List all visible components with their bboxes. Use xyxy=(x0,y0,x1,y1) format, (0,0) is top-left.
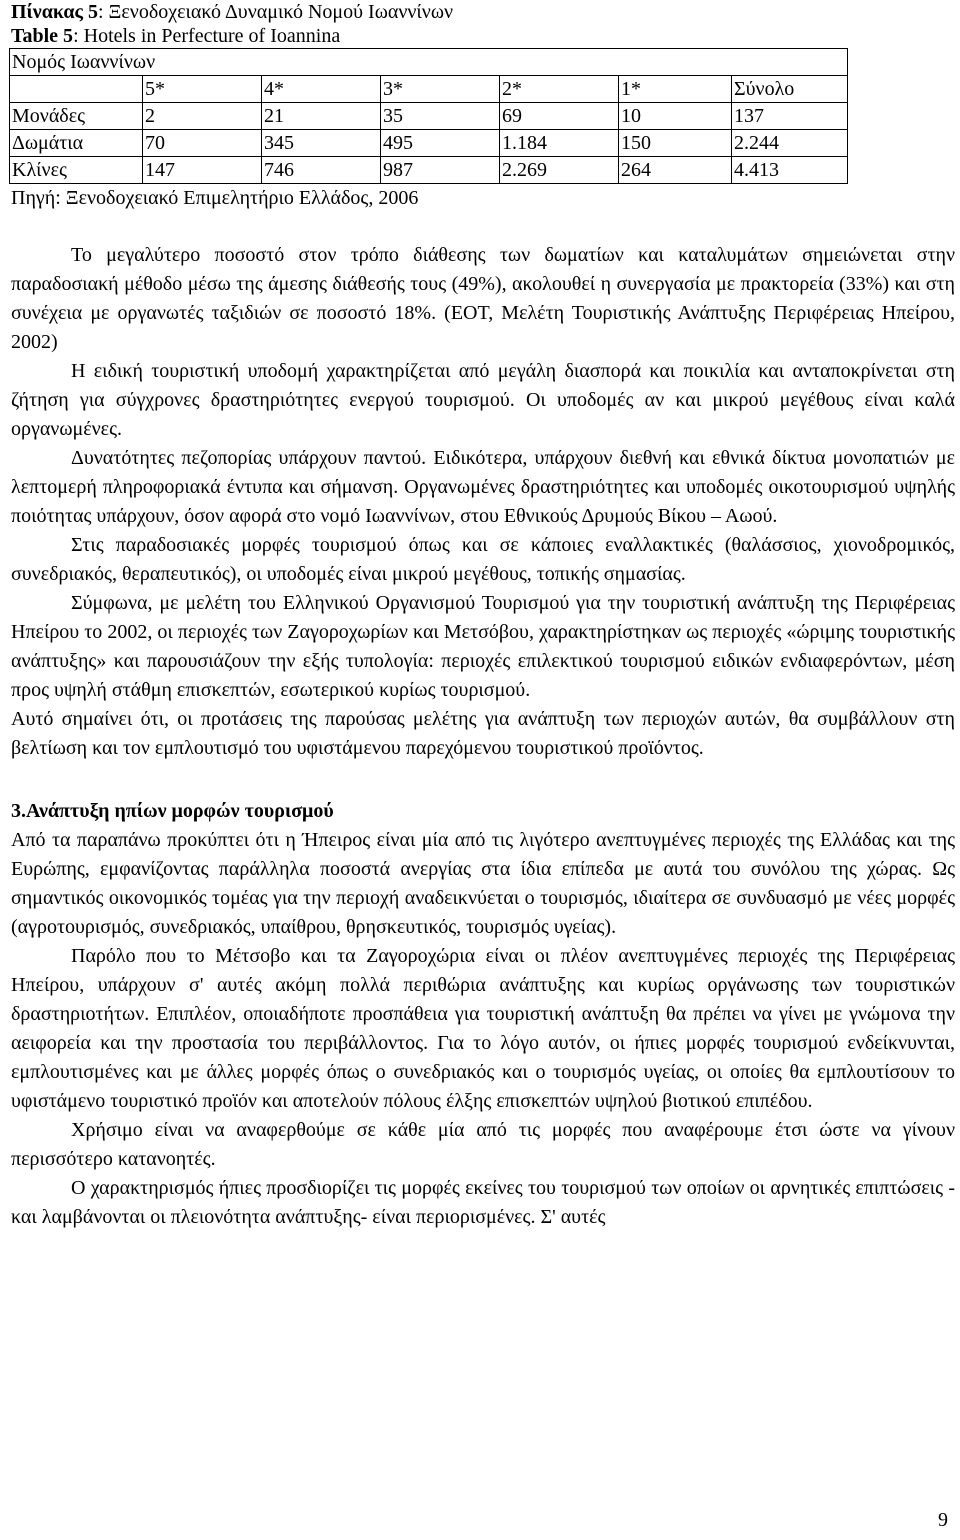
body-paragraph: Αυτό σημαίνει ότι, οι προτάσεις της παρούσας μελέτης για ανάπτυξη των περιοχών αυτών, θα συμβάλλουν στη βελτίωση και τον εμπλουτισμό του υφιστάμενου παρεχόμενου τουριστικού προϊόντος. xyxy=(11,708,955,759)
table-row xyxy=(10,130,848,157)
caption-text-english: : Hotels in Perfecture of Ioannina xyxy=(73,25,341,47)
page-number: 9 xyxy=(938,1509,948,1531)
table-row xyxy=(10,103,848,130)
table-cell: 10 xyxy=(619,103,732,130)
table-cell: 147 xyxy=(143,157,262,184)
header-cell: 5* xyxy=(143,76,262,103)
table-cell: Κλίνες xyxy=(10,157,143,184)
body-paragraph: Δυνατότητες πεζοπορίας υπάρχουν παντού. Ειδικότερα, υπάρχουν διεθνή και εθνικά δίκτυα μονοπατιών με λεπτομερή πληροφοριακά έντυπα και σήμανση. Οργανωμένες δραστηριότητες και υποδομές οικοτουρισμού υψηλής ποιότητας υπάρχουν, όσον αφορά στο νομό Ιωαννίνων, στου Εθνικούς Δρυμούς Βίκου – Αωού. xyxy=(11,447,955,527)
table-cell: 35 xyxy=(381,103,500,130)
header-cell: 1* xyxy=(619,76,732,103)
table-cell: 2.244 xyxy=(732,130,848,157)
table-cell: 70 xyxy=(143,130,262,157)
section-paragraph: Χρήσιμο είναι να αναφερθούμε σε κάθε μία από τις μορφές που αναφέρουμε έτσι ώστε να γίνουν περισσότερο κατανοητές. xyxy=(11,1119,955,1170)
section-heading: 3.Ανάπτυξη ηπίων μορφών τουρισμού xyxy=(11,800,334,822)
table-source: Πηγή: Ξενοδοχειακό Επιμελητήριο Ελλάδος, 2006 xyxy=(11,187,419,209)
header-cell: 4* xyxy=(262,76,381,103)
body-paragraph: Η ειδική τουριστική υποδομή χαρακτηρίζεται από μεγάλη διασπορά και ποικιλία και ανταποκρίνεται στη ζήτηση για σύγχρονες δραστηριότητες ενεργού τουρισμού. Οι υποδομές αν και μικρού μεγέθους είναι καλά οργανωμένες. xyxy=(11,360,955,440)
hotels-table xyxy=(9,48,848,184)
caption-label-greek: Πίνακας 5 xyxy=(11,1,98,23)
body-paragraph: Το μεγαλύτερο ποσοστό στον τρόπο διάθεσης των δωματίων και καταλυμάτων σημειώνεται στην παραδοσιακή μέθοδο μέσω της άμεσης διάθεσής τους (49%), ακολουθεί η συνεργασία με πρακτορεία (33%) και στη συνέχεια με οργανωτές ταξιδιών σε ποσοστό 18%. (ΕΟΤ, Μελέτη Τουριστικής Ανάπτυξης Περιφέρειας Ηπείρου, 2002) xyxy=(11,244,955,353)
section-paragraph: Από τα παραπάνω προκύπτει ότι η Ήπειρος είναι μία από τις λιγότερο ανεπτυγμένες περιοχές της Ελλάδας και της Ευρώπης, εμφανίζοντας παράλληλα ποσοστά ανεργίας στα ίδια επίπεδα με αυτά του συνόλου της χώρας. Ως σημαντικός οικονομικός τομέας για την περιοχή αναδεικνύεται ο τουρισμός, ιδιαίτερα σε συνδυασμό με νέες μορφές (αγροτουρισμός, συνεδριακός, υπαίθρου, θρησκευτικός, τουρισμός υγείας). xyxy=(11,829,955,938)
body-paragraph: Σύμφωνα, με μελέτη του Ελληνικού Οργανισμού Τουρισμού για την τουριστική ανάπτυξη της Περιφέρειας Ηπείρου το 2002, οι περιοχές των Ζαγοροχωρίων και Μετσόβου, χαρακτηρίστηκαν ως περιοχές «ώριμης τουριστικής ανάπτυξης» και παρουσιάζουν την εξής τυπολογία: περιοχές επιλεκτικού τουρισμού ειδικών ενδιαφερόντων, μέση προς υψηλή στάθμη επισκεπτών, εσωτερικού κυρίως τουρισμού. xyxy=(11,592,955,701)
table-caption-english xyxy=(11,24,955,48)
table-cell: 69 xyxy=(500,103,619,130)
caption-label-english: Table 5 xyxy=(11,25,74,47)
caption-text-greek: : Ξενοδοχειακό Δυναμικό Νομού Ιωαννίνων xyxy=(97,1,454,23)
table-cell: 150 xyxy=(619,130,732,157)
table-cell: 4.413 xyxy=(732,157,848,184)
table-title: Νομός Ιωαννίνων xyxy=(10,49,848,76)
table-cell: 345 xyxy=(262,130,381,157)
header-cell: Σύνολο xyxy=(732,76,848,103)
table-cell: Μονάδες xyxy=(10,103,143,130)
document-page xyxy=(11,0,955,1232)
table-cell: 264 xyxy=(619,157,732,184)
table-cell: 1.184 xyxy=(500,130,619,157)
table-title-row xyxy=(10,49,848,76)
table-cell: 746 xyxy=(262,157,381,184)
table-cell: 2.269 xyxy=(500,157,619,184)
table-cell: 137 xyxy=(732,103,848,130)
header-cell: 3* xyxy=(381,76,500,103)
table-caption-greek xyxy=(11,0,955,24)
table-cell: 987 xyxy=(381,157,500,184)
table-header-row xyxy=(10,76,848,103)
header-cell xyxy=(10,76,143,103)
section-paragraph: Παρόλο που το Μέτσοβο και τα Ζαγοροχώρια είναι οι πλέον ανεπτυγμένες περιοχές της Περιφέρειας Ηπείρου, υπάρχουν σ' αυτές ακόμη πολλά περιθώρια ανάπτυξης και κυρίως οργάνωσης των τουριστικών δραστηριοτήτων. Επιπλέον, οποιαδήποτε προσπάθεια για τουριστική ανάπτυξη θα πρέπει να γίνει με γνώμονα την αειφορεία και την προστασία του περιβάλλοντος. Για το λόγο αυτόν, οι ήπιες μορφές τουρισμού ενδείκνυνται, εμπλουτισμένες και με άλλες μορφές όπως ο συνεδριακός και ο τουρισμός υγείας, οι οποίες θα εμπλουτίσουν το υφιστάμενο τουριστικό προϊόν και αποτελούν πόλους έλξης επισκεπτών υψηλού βιοτικού επιπέδου. xyxy=(11,945,955,1112)
header-cell: 2* xyxy=(500,76,619,103)
body-paragraph: Στις παραδοσιακές μορφές τουρισμού όπως και σε κάποιες εναλλακτικές (θαλάσσιος, χιονοδρομικός, συνεδριακός, θεραπευτικός), οι υποδομές είναι μικρού μεγέθους, τοπικής σημασίας. xyxy=(11,534,955,585)
table-cell: 21 xyxy=(262,103,381,130)
table-cell: 2 xyxy=(143,103,262,130)
table-row xyxy=(10,157,848,184)
table-cell: 495 xyxy=(381,130,500,157)
section-paragraph: Ο χαρακτηρισμός ήπιες προσδιορίζει τις μορφές εκείνες του τουρισμού των οποίων οι αρνητικές επιπτώσεις - και λαμβάνονται οι πλειονότητα ανάπτυξης- είναι περιορισμένες. Σ' αυτές xyxy=(11,1177,955,1228)
table-cell: Δωμάτια xyxy=(10,130,143,157)
